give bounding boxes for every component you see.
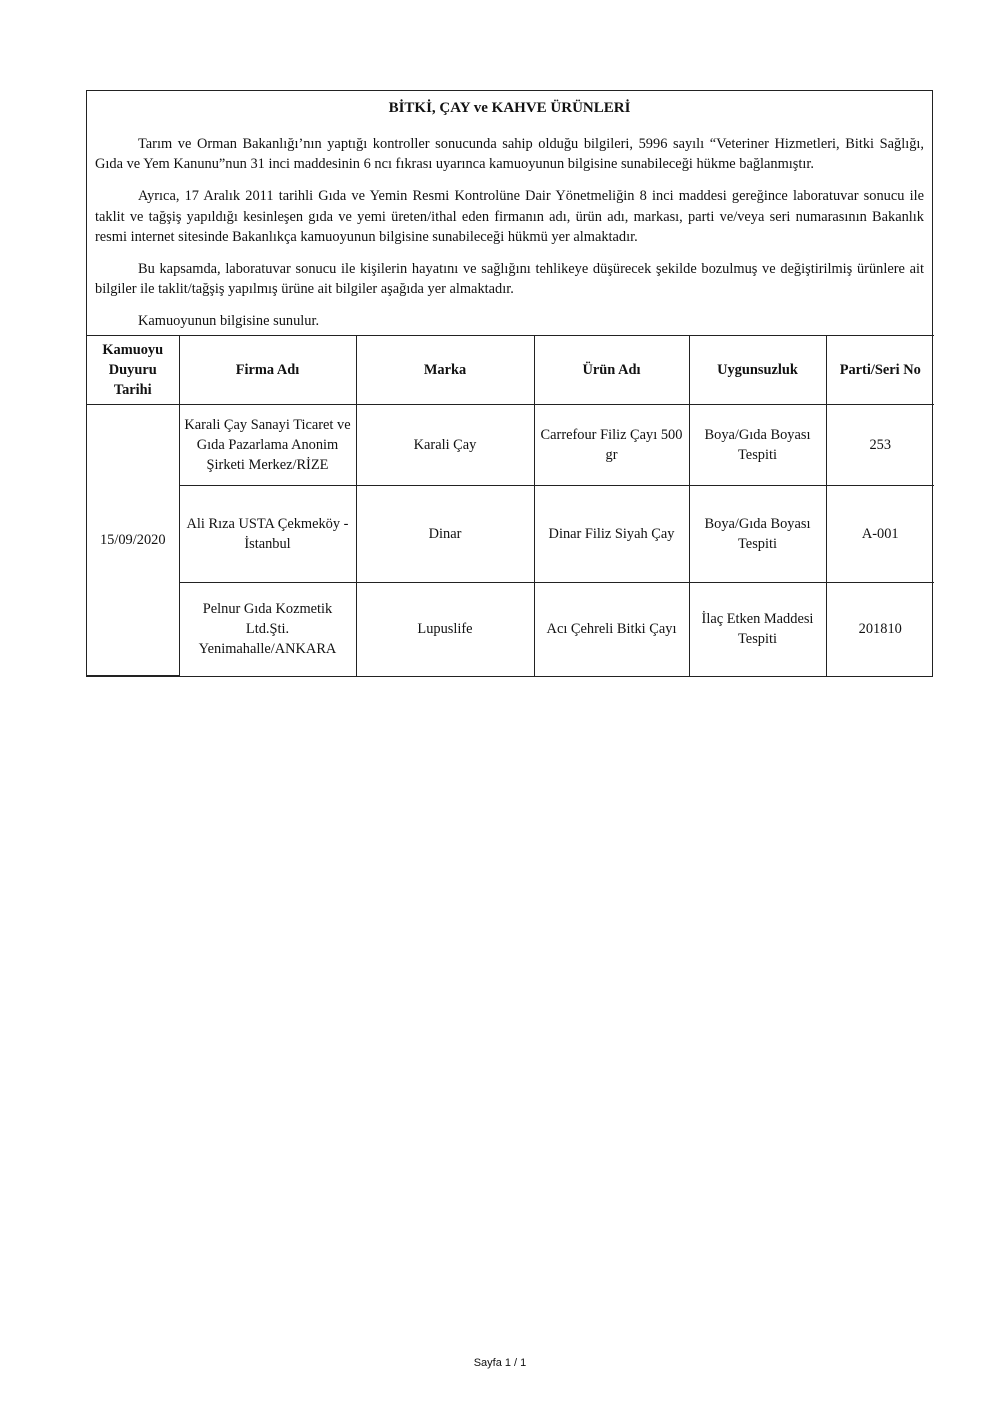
paragraph-closing: Kamuoyunun bilgisine sunulur.	[138, 313, 320, 330]
cell-batch: 253	[826, 404, 934, 485]
cell-firm: Karali Çay Sanayi Ticaret ve Gıda Pazarlama Anonim Şirketi Merkez/RİZE	[179, 404, 356, 485]
announcement-table	[87, 335, 934, 677]
cell-product: Carrefour Filiz Çayı 500 gr	[534, 404, 689, 485]
document-intro	[87, 97, 932, 332]
cell-nonconformity: İlaç Etken Maddesi Tespiti	[689, 582, 826, 676]
cell-product: Dinar Filiz Siyah Çay	[534, 485, 689, 582]
cell-nonconformity: Boya/Gıda Boyası Tespiti	[689, 485, 826, 582]
cell-nonconformity: Boya/Gıda Boyası Tespiti	[689, 404, 826, 485]
cell-announcement-date: 15/09/2020	[87, 404, 179, 676]
cell-brand: Dinar	[356, 485, 534, 582]
paragraph-legal-basis: Tarım ve Orman Bakanlığı’nın yaptığı kontroller sonucunda sahip olduğu bilgileri, 5996 sayılı “Veteriner Hizmetleri, Bitki Sağlığı, Gıda ve Yem Kanunu”nun 31 inci maddesinin 6 ncı fıkrası uyarınca kamuoyunun bilgisine sunabileceği hükme bağlanmıştır.	[95, 136, 924, 173]
page-number: Sayfa 1 / 1	[473, 1357, 527, 1369]
table-row	[87, 582, 934, 676]
cell-batch: A-001	[826, 485, 934, 582]
table-row	[87, 485, 934, 582]
table-header-row	[87, 335, 934, 404]
paragraph-scope: Bu kapsamda, laboratuvar sonucu ile kişilerin hayatını ve sağlığını tehlikeye düşürecek şekilde bozulmuş ve değiştirilmiş ürünlere ait bilgiler ile taklit/tağşiş yapılmış ürüne ait bilgiler aşağıda yer almaktadır.	[95, 261, 924, 298]
header-nonconformity: Uygunsuzluk	[689, 335, 826, 404]
header-product: Ürün Adı	[534, 335, 689, 404]
header-date: Kamuoyu Duyuru Tarihi	[87, 335, 179, 404]
header-firm: Firma Adı	[179, 335, 356, 404]
cell-brand: Karali Çay	[356, 404, 534, 485]
cell-batch: 201810	[826, 582, 934, 676]
header-brand: Marka	[356, 335, 534, 404]
table-row	[87, 404, 934, 485]
cell-firm: Ali Rıza USTA Çekmeköy - İstanbul	[179, 485, 356, 582]
document-title: BİTKİ, ÇAY ve KAHVE ÜRÜNLERİ	[388, 100, 631, 116]
cell-brand: Lupuslife	[356, 582, 534, 676]
document-frame	[86, 90, 933, 677]
paragraph-regulation: Ayrıca, 17 Aralık 2011 tarihli Gıda ve Yemin Resmi Kontrolüne Dair Yönetmeliğin 8 inci maddesi gereğince laboratuvar sonucu ile taklit ve tağşiş yapıldığı kesinleşen gıda ve yemi üreten/ithal eden firmanın adı, ürün adı, markası, parti ve/veya seri numarasının Bakanlık resmi internet sitesinde Bakanlıkça kamuoyunun bilgisine sunabileceği hükmü yer almaktadır.	[95, 188, 924, 245]
cell-firm: Pelnur Gıda Kozmetik Ltd.Şti. Yenimahalle/ANKARA	[179, 582, 356, 676]
cell-product: Acı Çehreli Bitki Çayı	[534, 582, 689, 676]
header-batch: Parti/Seri No	[826, 335, 934, 404]
